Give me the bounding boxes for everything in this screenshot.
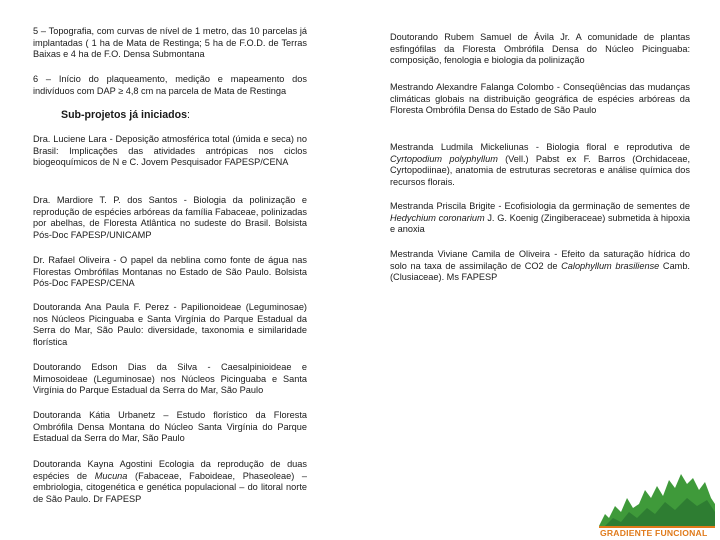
topography-paragraph: 5 – Topografia, com curvas de nível de 1 metro, das 10 parcelas já implantadas ( 1 ha de Mata de Restinga; 5 ha de F.O.D. de Terras Baixas e 4 ha de F.O. Densa Submontana (33, 26, 307, 60)
tagging-paragraph: 6 – Início do plaqueamento, medição e mapeamento dos indivíduos com DAP ≥ 4,8 cm na parcela de Mata de Restinga (33, 74, 307, 96)
subproject-item: Doutorando Edson Dias da Silva - Caesalpinioideae e Mimosoideae (Leguminosae) nos Núcleos Picinguaba e Santa Virgínia do Parque Estadual da Serra do Mar, São Paulo (33, 362, 307, 396)
subproject-item: Doutoranda Ana Paula F. Perez - Papilionoideae (Leguminosae) nos Núcleos Picinguaba e Santa Virgínia do Parque Estadual da Serra do Mar, São Paulo: diversidade, taxonomia e similaridade florística (33, 302, 307, 347)
logo-text: GRADIENTE FUNCIONAL (600, 528, 708, 538)
subproject-item: Dra. Mardiore T. P. dos Santos - Biologia da polinização e reprodução de espécies arbóreas da família Fabaceae, polinizadas por abelhas, de Floresta Atlântica no sudeste do Brasil. Bolsista Pós-Doc FAPESP/UNICAMP (33, 195, 307, 240)
forest-silhouette-icon (599, 474, 715, 528)
subproject-item: Mestranda Viviane Camila de Oliveira - Efeito da saturação hídrica do solo na taxa de assimilação de CO2 de Calophyllum brasiliense Camb. (Clusiaceae). Ms FAPESP (390, 249, 690, 283)
subproject-item: Doutorando Rubem Samuel de Ávila Jr. A comunidade de plantas esfingófilas da Floresta Ombrófila Densa do Núcleo Picinguaba: composição, fenologia e biologia da polinização (390, 32, 690, 66)
subproject-item: Doutoranda Kátia Urbanetz – Estudo florístico da Floresta Ombrófila Densa Montana do Núcleo Santa Virgínia do Parque Estadual da Serra do Mar, São Paulo (33, 410, 307, 444)
subproject-item: Mestrando Alexandre Falanga Colombo - Conseqüências das mudanças climáticas globais na distribuição geográfica de espécies arbóreas da Floresta Ombrófila Densa do Estado de São Paulo (390, 82, 690, 116)
subproject-item: Doutoranda Kayna Agostini Ecologia da reprodução de duas espécies de Mucuna (Fabaceae, Faboideae, Phaseoleae) – embriologia, citogenética e genética populacional – do litoral norte de São Paulo. Dr FAPESP (33, 459, 308, 504)
subproject-item: Dra. Luciene Lara - Deposição atmosférica total (úmida e seca) no Brasil: Implicações das atividades antrópicas nos ciclos biogeoquímicos de N e C. Jovem Pesquisador FAPESP/CENA (33, 134, 307, 168)
subproject-item: Mestranda Priscila Brigite - Ecofisiologia da germinação de sementes de Hedychium coronarium J. G. Koenig (Zingiberaceae) submetida à hipoxia e anoxia (390, 201, 690, 235)
subproject-item: Mestranda Ludmila Mickeliunas - Biologia floral e reprodutiva de Cyrtopodium polyphyllum (Vell.) Pabst ex F. Barros (Orchidaceae, Cyrtopodiinae), anatomia de estruturas secretoras e análise química dos recursos florais. (390, 142, 690, 187)
section-heading: Sub-projetos já iniciados: (61, 109, 190, 121)
gradiente-funcional-logo-icon (595, 468, 717, 536)
subproject-item: Dr. Rafael Oliveira - O papel da neblina como fonte de água nas Florestas Ombrófilas Montanas no Estado de São Paulo. Bolsista Pós-Doc FAPESP/CENA (33, 255, 307, 289)
